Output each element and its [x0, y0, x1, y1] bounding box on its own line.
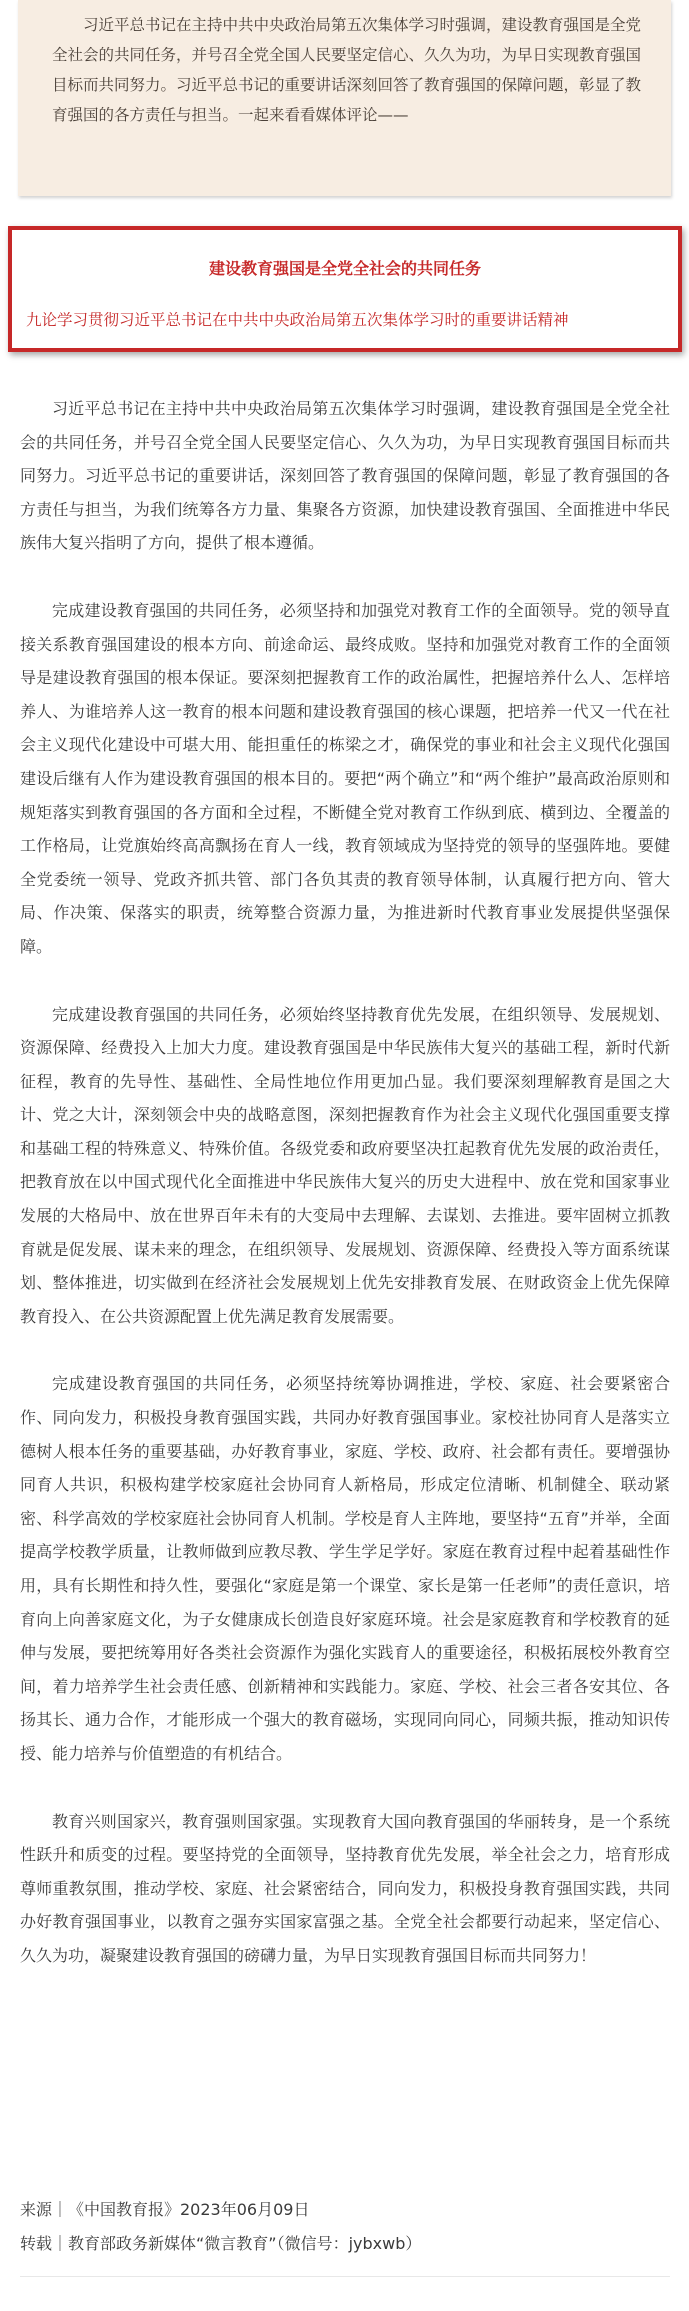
article-paragraph-5: 教育兴则国家兴，教育强则国家强。实现教育大国向教育强国的华丽转身，是一个系统性跃升和质变的过程。要坚持党的全面领导，坚持教育优先发展，举全社会之力，培育形成尊师重教氛围，推动学校、家庭、社会紧密结合，同向发力，积极投身教育强国实践，共同办好教育强国事业，以教育之强夯实国家富强之基。全党全社会都要行动起来，坚定信心、久久为功，凝聚建设教育强国的磅礴力量，为早日实现教育强国目标而共同努力！: [20, 1811, 670, 1965]
article-paragraph-2: 完成建设教育强国的共同任务，必须坚持和加强党对教育工作的全面领导。党的领导直接关系教育强国建设的根本方向、前途命运、最终成败。坚持和加强党对教育工作的全面领导是建设教育强国的根本保证。要深刻把握教育工作的政治属性，把握培养什么人、怎样培养人、为谁培养人这一教育的根本问题和建设教育强国的核心课题，把培养一代又一代在社会主义现代化建设中可堪大用、能担重任的栋梁之才，确保党的事业和社会主义现代化强国建设后继有人作为建设教育强国的根本目的。要把“两个确立”和“两个维护”最高政治原则和规矩落实到教育强国的各方面和全过程，不断健全党对教育工作纵到底、横到边、全覆盖的工作格局，让党旗始终高高飘扬在育人一线，教育领域成为坚持党的领导的坚强阵地。要健全党委统一领导、党政齐抓共管、部门各负其责的教育领导体制，认真履行把方向、管大局、作决策、保落实的职责，统筹整合资源力量，为推进新时代教育事业发展提供坚强保障。: [20, 600, 670, 956]
headline-subtitle: 九论学习贯彻习近平总书记在中共中央政治局第五次集体学习时的重要讲话精神: [26, 311, 569, 329]
footer-divider: [20, 2276, 670, 2277]
article-paragraph-4: 完成建设教育强国的共同任务，必须坚持统筹协调推进，学校、家庭、社会要紧密合作、同向发力，积极投身教育强国实践，共同办好教育强国事业。家校社协同育人是落实立德树人根本任务的重要基础，办好教育事业，家庭、学校、政府、社会都有责任。要增强协同育人共识，积极构建学校家庭社会协同育人新格局，形成定位清晰、机制健全、联动紧密、科学高效的学校家庭社会协同育人机制。学校是育人主阵地，要坚持“五育”并举，全面提高学校教学质量，让教师做到应教尽教、学生学足学好。家庭在教育过程中起着基础性作用，具有长期性和持久性，要强化“家庭是第一个课堂、家长是第一任老师”的责任意识，培育向上向善家庭文化，为子女健康成长创造良好家庭环境。社会是家庭教育和学校教育的延伸与发展，要把统筹用好各类社会资源作为强化实践育人的重要途径，积极拓展校外教育空间，着力培养学生社会责任感、创新精神和实践能力。家庭、学校、社会三者各安其位、各扬其长、通力合作，才能形成一个强大的教育磁场，实现同向同心，同频共振，推动知识传授、能力培养与价值塑造的有机结合。: [20, 1374, 670, 1763]
source-repost: 转载｜教育部政务新媒体“微言教育”（微信号：jybxwb）: [20, 2234, 422, 2253]
article-paragraph-1: 习近平总书记在主持中共中央政治局第五次集体学习时强调，建设教育强国是全党全社会的共同任务，并号召全党全国人民要坚定信心、久久为功，为早日实现教育强国目标而共同努力。习近平总书记的重要讲话，深刻回答了教育强国的保障问题，彰显了教育强国的各方责任与担当，为我们统筹各方力量、集聚各方资源，加快建设教育强国、全面推进中华民族伟大复兴指明了方向，提供了根本遵循。: [20, 399, 670, 553]
source-info: [20, 2193, 421, 2261]
intro-box: [18, 0, 671, 196]
article-body: [20, 392, 670, 2007]
intro-text: 习近平总书记在主持中共中央政治局第五次集体学习时强调，建设教育强国是全党全社会的共同任务，并号召全党全国人民要坚定信心、久久为功，为早日实现教育强国目标而共同努力。习近平总书记的重要讲话深刻回答了教育强国的保障问题，彰显了教育强国的各方责任与担当。一起来看看媒体评论——: [52, 16, 642, 124]
headline-title: 建设教育强国是全党全社会的共同任务: [208, 259, 481, 278]
article-paragraph-3: 完成建设教育强国的共同任务，必须始终坚持教育优先发展，在组织领导、发展规划、资源保障、经费投入上加大力度。建设教育强国是中华民族伟大复兴的基础工程，新时代新征程，教育的先导性、基础性、全局性地位作用更加凸显。我们要深刻理解教育是国之大计、党之大计，深刻领会中央的战略意图，深刻把握教育作为社会主义现代化强国重要支撑和基础工程的特殊意义、特殊价值。各级党委和政府要坚决扛起教育优先发展的政治责任，把教育放在以中国式现代化全面推进中华民族伟大复兴的历史大进程中、放在党和国家事业发展的大格局中、放在世界百年未有的大变局中去理解、去谋划、去推进。要牢固树立抓教育就是促发展、谋未来的理念，在组织领导、发展规划、资源保障、经费投入等方面系统谋划、整体推进，切实做到在经济社会发展规划上优先安排教育发展、在财政资金上优先保障教育投入、在公共资源配置上优先满足教育发展需要。: [20, 1004, 670, 1326]
headline-card: [8, 226, 682, 352]
source-origin: 来源｜《中国教育报》2023年06月09日: [20, 2200, 310, 2219]
